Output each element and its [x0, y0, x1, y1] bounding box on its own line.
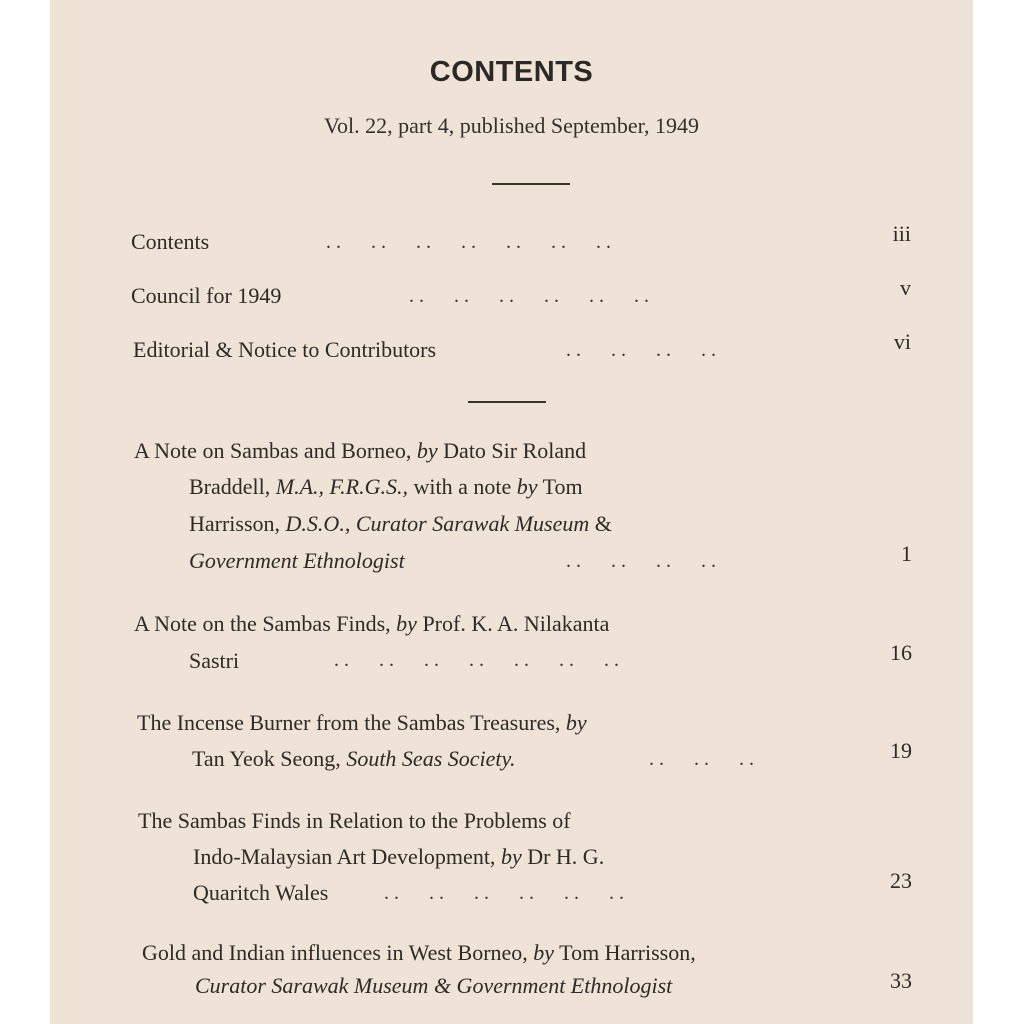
article-line: Gold and Indian influences in West Borneo, by Tom Harrisson,: [142, 940, 696, 965]
article-line: Braddell, M.A., F.R.G.S., with a note by Tom: [189, 474, 583, 499]
article-line: A Note on Sambas and Borneo, by Dato Sir Roland: [134, 438, 587, 463]
leader-dots: . . . . . . . . . . . .: [384, 882, 624, 904]
article-line: The Incense Burner from the Sambas Treasures, by: [137, 710, 587, 735]
page-number: 16: [890, 640, 912, 665]
page-number: 1: [901, 541, 912, 566]
page-number: 23: [890, 868, 912, 893]
leader-dots: . . . . . . . . . . . . . .: [326, 231, 611, 253]
page-number: 19: [890, 738, 912, 763]
article-line: The Sambas Finds in Relation to the Problems of: [138, 808, 571, 833]
contents-page: [50, 0, 973, 1024]
leader-dots: . . . . . . . .: [566, 339, 716, 361]
article-line: Harrisson, D.S.O., Curator Sarawak Museum &: [189, 511, 612, 536]
toc-entry-editorial: [133, 329, 911, 365]
toc-article-2: [134, 611, 912, 681]
divider-rule: [468, 401, 546, 403]
leader-dots: . . . . . . . . . . . .: [409, 285, 649, 307]
toc-entry-title: Contents: [131, 229, 210, 254]
article-line: A Note on the Sambas Finds, by Prof. K. A. Nilakanta: [134, 611, 610, 636]
toc-article-1: [134, 438, 912, 583]
toc-entry-title: Council for 1949: [131, 283, 282, 308]
article-line: Quaritch Wales: [193, 880, 329, 905]
leader-dots: . . . . . .: [649, 748, 754, 770]
page-title: CONTENTS: [429, 56, 594, 88]
toc-entry-council: [131, 275, 911, 311]
article-line: Government Ethnologist: [189, 548, 405, 573]
volume-subtitle: Vol. 22, part 4, published September, 1949: [323, 113, 700, 138]
toc-article-3: [137, 710, 912, 780]
toc-entry-title: Editorial & Notice to Contributors: [133, 337, 437, 362]
toc-article-4: [138, 808, 912, 918]
page-number: vi: [893, 329, 911, 354]
article-line: Curator Sarawak Museum & Government Ethnologist: [195, 973, 673, 998]
leader-dots: . . . . . . . .: [566, 550, 716, 572]
article-line: Indo-Malaysian Art Development, by Dr H. G.: [193, 844, 605, 869]
toc-entry-contents: [131, 221, 911, 257]
page-number: 33: [890, 968, 912, 993]
article-line: Tan Yeok Seong, South Seas Society.: [192, 746, 516, 771]
page-number: v: [900, 275, 911, 300]
divider-rule: [492, 183, 570, 185]
leader-dots: . . . . . . . . . . . . . .: [334, 649, 619, 671]
toc-article-5: [142, 940, 912, 1010]
article-line: Sastri: [189, 648, 240, 673]
page-number: iii: [892, 221, 911, 246]
